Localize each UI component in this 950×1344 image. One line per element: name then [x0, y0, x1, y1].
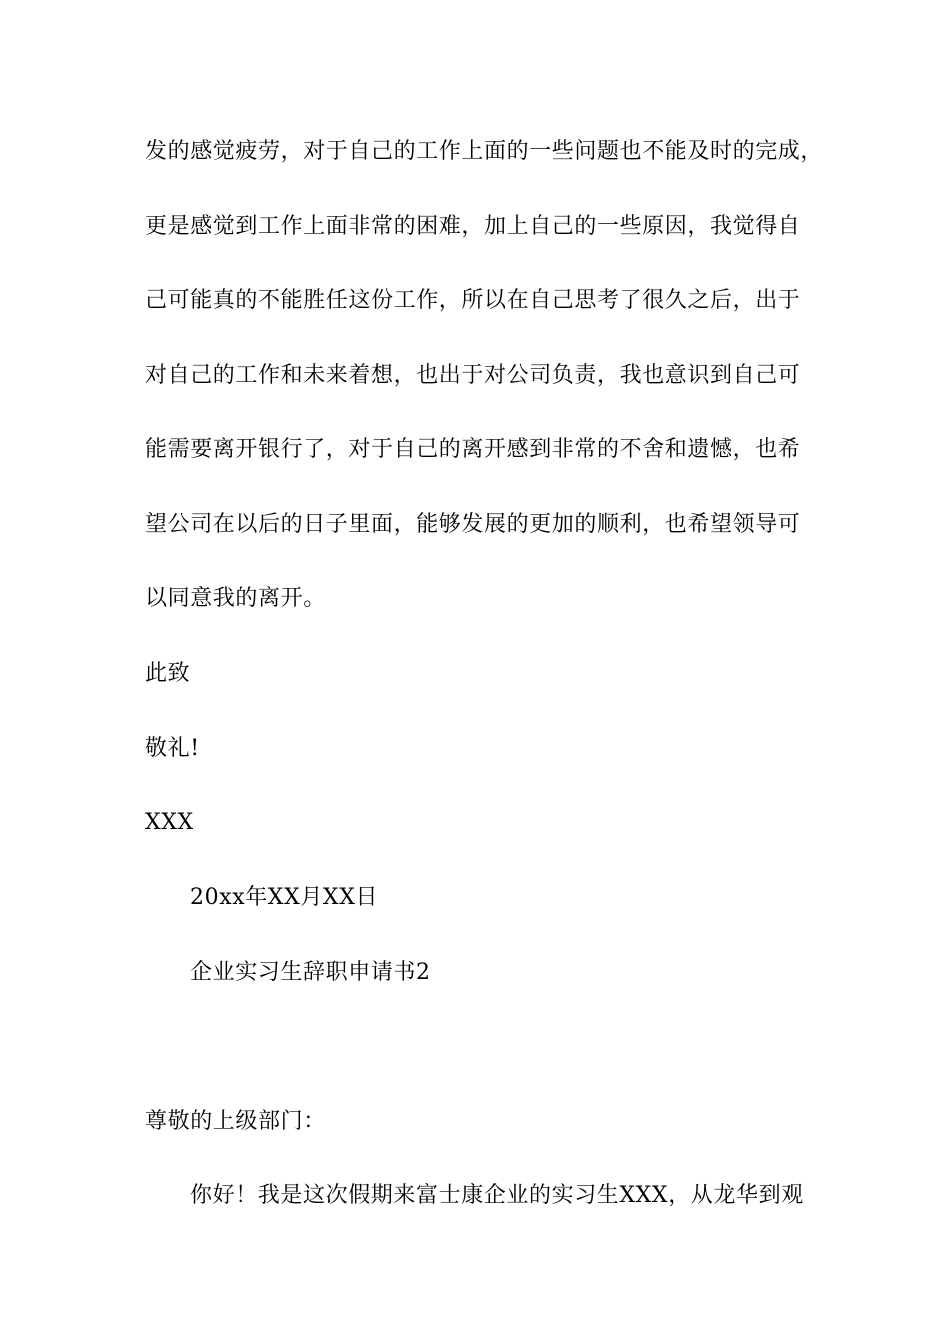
paragraph-line: 你好！我是这次假期来富士康企业的实习生XXX，从龙华到观 — [190, 1183, 804, 1208]
paragraph-line: 能需要离开银行了，对于自己的离开感到非常的不舍和遗憾，也希 — [145, 437, 801, 462]
closing-line: 敬礼! — [145, 736, 200, 761]
section-title: 企业实习生辞职申请书2 — [190, 960, 431, 985]
salutation: 尊敬的上级部门： — [145, 1109, 326, 1134]
paragraph-line: 望公司在以后的日子里面，能够发展的更加的顺利，也希望领导可 — [145, 512, 801, 537]
signature: XXX — [145, 810, 194, 835]
paragraph-line: 对自己的工作和未来着想，也出于对公司负责，我也意识到自己可 — [145, 363, 801, 388]
paragraph-line: 己可能真的不能胜任这份工作，所以在自己思考了很久之后，出于 — [145, 288, 801, 313]
paragraph-line: 发的感觉疲劳，对于自己的工作上面的一些问题也不能及时的完成， — [145, 139, 824, 164]
paragraph-line: 更是感觉到工作上面非常的困难，加上自己的一些原因，我觉得自 — [145, 214, 801, 239]
closing-line: 此致 — [145, 661, 191, 686]
date-line: 20xx年XX月XX日 — [190, 885, 379, 910]
paragraph-line: 以同意我的离开。 — [145, 586, 326, 611]
